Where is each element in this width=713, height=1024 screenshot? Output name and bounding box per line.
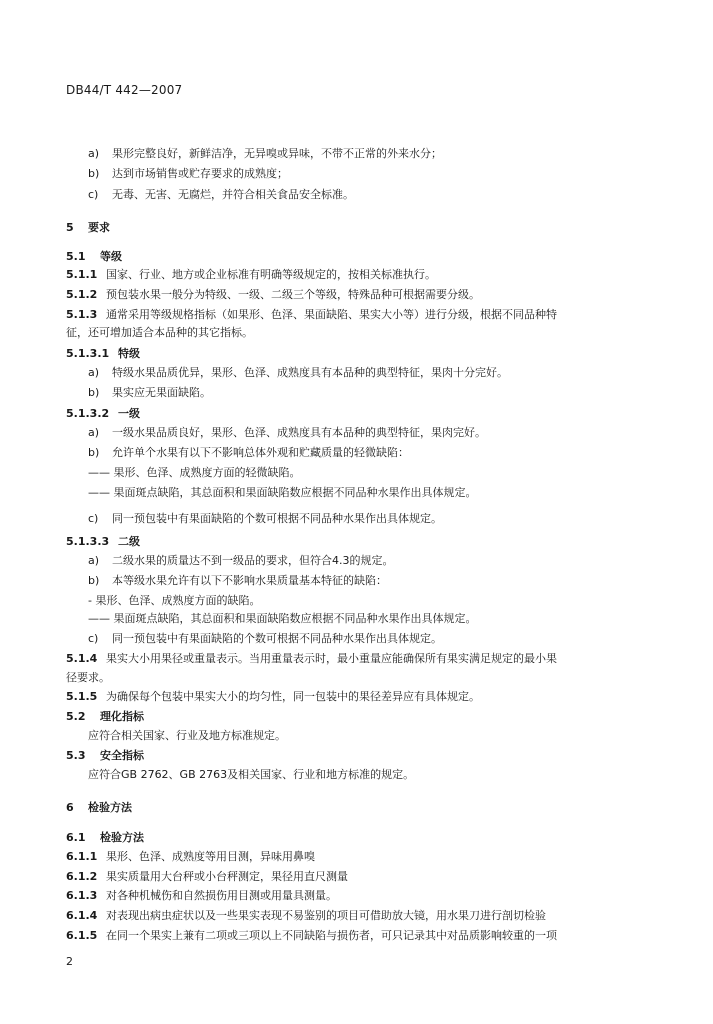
clause: 5.1.3 通常采用等级规格指标（如果形、色泽、果面缺陷、果实大小等）进行分级，根据不同品种特 (66, 308, 557, 321)
list-item: c) 同一预包装中有果面缺陷的个数可根据不同品种水果作出具体规定。 (88, 512, 442, 525)
clause: 6.1.5 在同一个果实上兼有二项或三项以上不同缺陷与损伤者，可只记录其中对品质影响较重的一项 (66, 929, 557, 942)
subsection-heading: 5.2 理化指标 (66, 710, 144, 723)
subsection-heading: 5.1 等级 (66, 250, 122, 263)
subclause-heading: 5.1.3.3 二级 (66, 535, 140, 548)
section-heading: 5 要求 (66, 221, 110, 234)
list-item: a) 二级水果的质量达不到一级品的要求，但符合4.3的规定。 (88, 554, 394, 567)
clause: 6.1.4 对表现出病虫症状以及一些果实表现不易鉴别的项目可借助放大镜，用水果刀进行剖切检验 (66, 909, 546, 922)
clause-continuation: 征，还可增加适合本品种的其它指标。 (66, 326, 253, 339)
subclause-heading: 5.1.3.1 特级 (66, 347, 140, 360)
subsection-heading: 6.1 检验方法 (66, 831, 144, 844)
clause: 6.1.3 对各种机械伤和自然损伤用目测或用量具测量。 (66, 889, 337, 902)
list-item: a) 特级水果品质优异，果形、色泽、成熟度具有本品种的典型特征，果肉十分完好。 (88, 366, 508, 379)
clause: 5.1.5 为确保每个包装中果实大小的均匀性，同一包装中的果径差异应有具体规定。 (66, 690, 480, 703)
paragraph: 应符合GB 2762、GB 2763及相关国家、行业和地方标准的规定。 (88, 768, 415, 781)
list-item: b) 本等级水果允许有以下不影响水果质量基本特征的缺陷： (88, 574, 387, 587)
dash-item: —— 果面斑点缺陷，其总面积和果面缺陷数应根据不同品种水果作出具体规定。 (88, 486, 477, 499)
clause-continuation: 径要求。 (66, 671, 110, 684)
clause: 5.1.1 国家、行业、地方或企业标准有明确等级规定的，按相关标准执行。 (66, 268, 436, 281)
list-item: b) 达到市场销售或贮存要求的成熟度； (88, 167, 288, 180)
dash-item: —— 果形、色泽、成熟度方面的轻微缺陷。 (88, 466, 301, 479)
doc-code: DB44/T 442—2007 (66, 83, 183, 97)
dash-item: —— 果面斑点缺陷，其总面积和果面缺陷数应根据不同品种水果作出具体规定。 (88, 612, 477, 625)
clause: 5.1.2 预包装水果一般分为特级、一级、二级三个等级，特殊品种可根据需要分级。 (66, 288, 480, 301)
paragraph: 应符合相关国家、行业及地方标准规定。 (88, 729, 286, 742)
list-item: a) 果形完整良好，新鲜洁净，无异嗅或异味，不带不正常的外来水分； (88, 147, 442, 160)
dash-item: - 果形、色泽、成熟度方面的缺陷。 (88, 594, 261, 607)
list-item: a) 一级水果品质良好，果形、色泽、成熟度具有本品种的典型特征，果肉完好。 (88, 426, 486, 439)
clause: 5.1.4 果实大小用果径或重量表示。当用重量表示时，最小重量应能确保所有果实满足规定的最小果 (66, 652, 557, 665)
subclause-heading: 5.1.3.2 一级 (66, 407, 140, 420)
clause: 6.1.1 果形、色泽、成熟度等用目测，异味用鼻嗅 (66, 850, 315, 863)
list-item: c) 同一预包装中有果面缺陷的个数可根据不同品种水果作出具体规定。 (88, 632, 442, 645)
clause: 6.1.2 果实质量用大台秤或小台秤测定，果径用直尺测量 (66, 870, 348, 883)
page-number: 2 (66, 955, 73, 968)
list-item: b) 允许单个水果有以下不影响总体外观和贮藏质量的轻微缺陷： (88, 446, 409, 459)
subsection-heading: 5.3 安全指标 (66, 749, 144, 762)
section-heading: 6 检验方法 (66, 801, 132, 814)
list-item: b) 果实应无果面缺陷。 (88, 386, 211, 399)
list-item: c) 无毒、无害、无腐烂，并符合相关食品安全标准。 (88, 188, 354, 201)
